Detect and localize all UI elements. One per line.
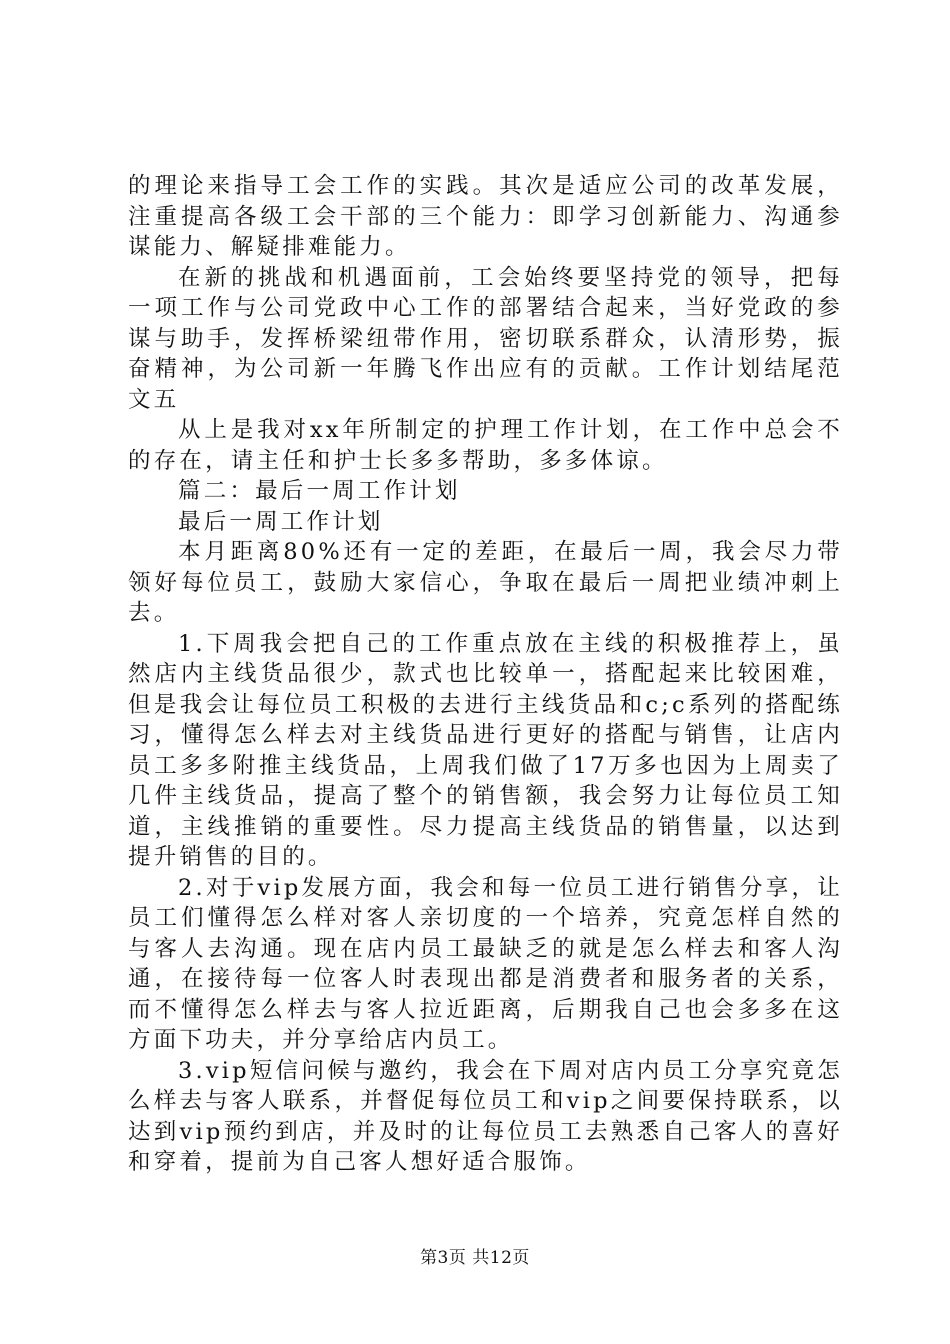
paragraph-union-leadership: 在新的挑战和机遇面前，工会始终要坚持党的领导，把每一项工作与公司党政中心工作的部署结合起来，当好党政的参谋与助手，发挥桥梁纽带作用，密切联系群众，认清形势，振奋精神，为公司新一年腾飞作出应有的贡献。工作计划结尾范文五 <box>128 264 843 413</box>
list-item-3: 3.vip短信问候与邀约，我会在下周对店内员工分享究竟怎么样去与客人联系，并督促每位员工和vip之间要保持联系，以达到vip预约到店，并及时的让每位员工去熟悉自己客人的喜好和穿着，提前为自己客人想好适合服饰。 <box>128 1057 843 1175</box>
paragraph-continuation: 的理论来指导工会工作的实践。其次是适应公司的改革发展，注重提高各级工会干部的三个能力：即学习创新能力、沟通参谋能力、解疑排难能力。 <box>128 173 843 260</box>
document-body <box>128 171 843 1178</box>
paragraph-nursing-plan-closing: 从上是我对xx年所制定的护理工作计划，在工作中总会不的存在，请主任和护士长多多帮助，多多体谅。 <box>128 417 843 474</box>
list-item-2: 2.对于vip发展方面，我会和每一位员工进行销售分享，让员工们懂得怎么样对客人亲切度的一个培养，究竟怎样自然的与客人去沟通。现在店内员工最缺乏的就是怎么样去和客人沟通，在接待每一位客人时表现出都是消费者和服务者的关系，而不懂得怎么样去与客人拉近距离，后期我自己也会多多在这方面下功夫，并分享给店内员工。 <box>128 874 843 1053</box>
section-title: 最后一周工作计划 <box>178 508 384 535</box>
page-number-footer: 第3页 共12页 <box>420 1248 530 1268</box>
paragraph-intro: 本月距离80%还有一定的差距，在最后一周，我会尽力带领好每位员工，鼓励大家信心，争取在最后一周把业绩冲刺上去。 <box>128 539 843 626</box>
list-item-1: 1.下周我会把自己的工作重点放在主线的积极推荐上，虽然店内主线货品很少，款式也比较单一，搭配起来比较困难，但是我会让每位员工积极的去进行主线货品和c;c系列的搭配练习，懂得怎么样去对主线货品进行更好的搭配与销售，让店内员工多多附推主线货品，上周我们做了17万多也因为上周卖了几件主线货品，提高了整个的销售额，我会努力让每位员工知道，主线推销的重要性。尽力提高主线货品的销售量，以达到提升销售的目的。 <box>128 630 843 870</box>
section-heading: 篇二：最后一周工作计划 <box>178 478 461 504</box>
